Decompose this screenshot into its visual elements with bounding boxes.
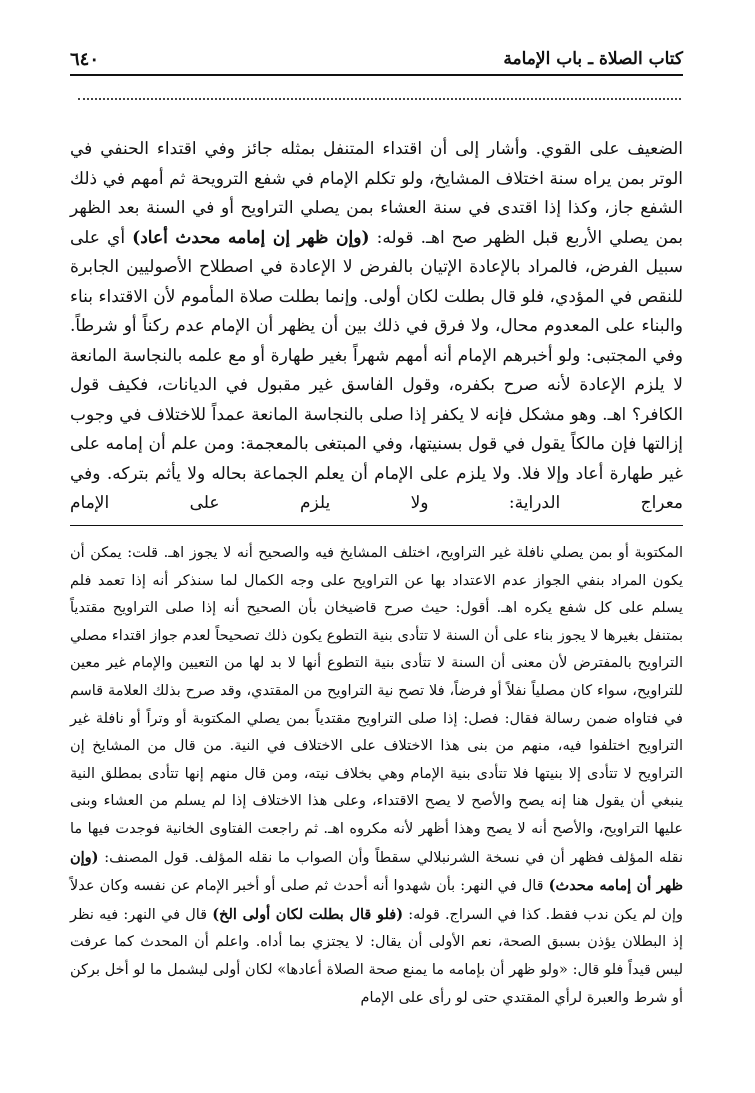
page-number: ٦٤٠ [70,48,100,70]
dotted-separator [78,88,681,100]
quoted-matn: (وإن ظهر إن إمامه محدث أعاد) [132,227,370,248]
running-title: كتاب الصلاة ـ باب الإمامة [503,49,683,69]
quoted-matn: (وإن ظهر أن إمامه محدث) [70,848,683,895]
main-paragraph: الضعيف على القوي. وأشار إلى أن اقتداء المتنفل بمثله جائز وفي اقتداء الحنفي في الوتر بمن يراه سنة اختلاف المشايخ، ولو تكلم الإمام في شفع الترويحة ثم أمهم في ذلك الشفع جاز، وكذا إذا اقتدى في سنة العشاء بمن يصلي التراويح أو في السنة بعد الظهر بمن يصلي الأربع قبل الظهر صح اهـ. قوله: (وإن ظهر إن إمامه محدث أعاد) أي على سبيل الفرض، فالمراد بالإعادة الإتيان بالفرض لا الإعادة في اصطلاح الأصوليين الجابرة للنقص في المؤدي، فلو قال بطلت لكان أولى. وإنما بطلت صلاة المأموم لأن الاقتداء بناء والبناء على المعدوم محال، ولا فرق في ذلك بين أن يظهر أن الإمام عدم ركناً أو شرطاً. وفي المجتبى: ولو أخبرهم الإمام أنه أمهم شهراً بغير طهارة أو مع علمه بالنجاسة المانعة لا يلزم الإعادة لأنه صرح بكفره، وقول الفاسق غير مقبول في الديانات، فكيف قول الكافر؟ اهـ. وهو مشكل فإنه لا يكفر إذا صلى بالنجاسة المانعة عمداً للاختلاف في وجوب إزالتها فإن مالكاً يقول في قول بسنيتها، وفي المبتغى بالمعجمة: ومن علم أن إمامه على غير طهارة أعاد وإلا فلا. ولا يلزم على الإمام أن يعلم الجماعة بحاله ولا يأثم بتركه. وفي معراج الدراية: ولا يلزم على الإمام [70,139,684,513]
footnote-rule [70,525,683,526]
quoted-matn: (فلو قال بطلت لكان أولى الخ) [212,905,404,923]
footnote-paragraph: المكتوبة أو بمن يصلي نافلة غير التراويح، اختلف المشايخ فيه والصحيح أنه لا يجوز اهـ. قلت: يمكن أن يكون المراد بنفي الجواز عدم الاعتداد بها عن التراويح على وجه الكمال لما سنذكر أنه إذا تعمد فلم يسلم على كل شفع يكره اهـ. أقول: حيث صرح قاضيخان بأن الصحيح أنه إذا صلى التراويح مقتدياً بمتنفل بغيرها لا يجوز بناء على أن السنة لا تتأدى بنية التطوع يكون ذلك تصحيحاً لعدم جواز اقتداء مصلي التراويح بالمفترض لأن معنى أن السنة لا تتأدى بنية التطوع أنها لا بد لها من التعيين والإمام غير معين للتراويح، سواء كان مصلياً نفلاً أو فرضاً، فلا تصح نية التراويح من المقتدي، وقد صرح بذلك العلامة قاسم في فتاواه ضمن رسالة فقال: فصل: إذا صلى التراويح مقتدياً بمن يصلي المكتوبة أو وتراً أو نافلة غير التراويح اختلفوا فيه، منهم من بنى هذا الاختلاف على الاختلاف في النية. من قال من المشايخ إن التراويح لا تتأدى إلا بنيتها فلا تتأدى بنية الإمام وهي بخلاف نيته، ومن قال منهم إنها تتأدى بمطلق النية ينبغي أن يقول هنا إنه يصح والأصح لا يصح الاقتداء، وعلى هذا الاختلاف إذا لم يسلم من العشاء وبنى عليها التراويح، والأصح أنه لا يصح وهذا أظهر لأنه مكروه اهـ. ثم راجعت الفتاوى الخانية فوجدت فيها ما نقله المؤلف فظهر أن في نسخة الشرنبلالي سقطاً وأن الصواب ما نقله المؤلف. قول المصنف: (وإن ظهر أن إمامه محدث) قال في النهر: بأن شهدوا أنه أحدث ثم صلى أو أخبر الإمام عن نفسه وكان عدلاً وإن لم يكن ندب فقط. كذا في السراج. قوله: (فلو قال بطلت لكان أولى الخ) قال في النهر: فيه نظر إذ البطلان يؤذن بسبق الصحة، نعم الأولى أن يقال: لا يجتزي بما أداه. واعلم أن المحدث كما عرفت ليس قيداً فلو قال: «ولو ظهر أن بإمامه ما يمنع صحة الصلاة أعادها» لكان أولى ليشمل ما لو أخل بركن أو شرط والعبرة لرأي المقتدي حتى لو رأى على الإمام [70,545,683,1006]
footnotes [70,540,683,1012]
main-text [70,135,683,519]
page-header [70,44,683,76]
